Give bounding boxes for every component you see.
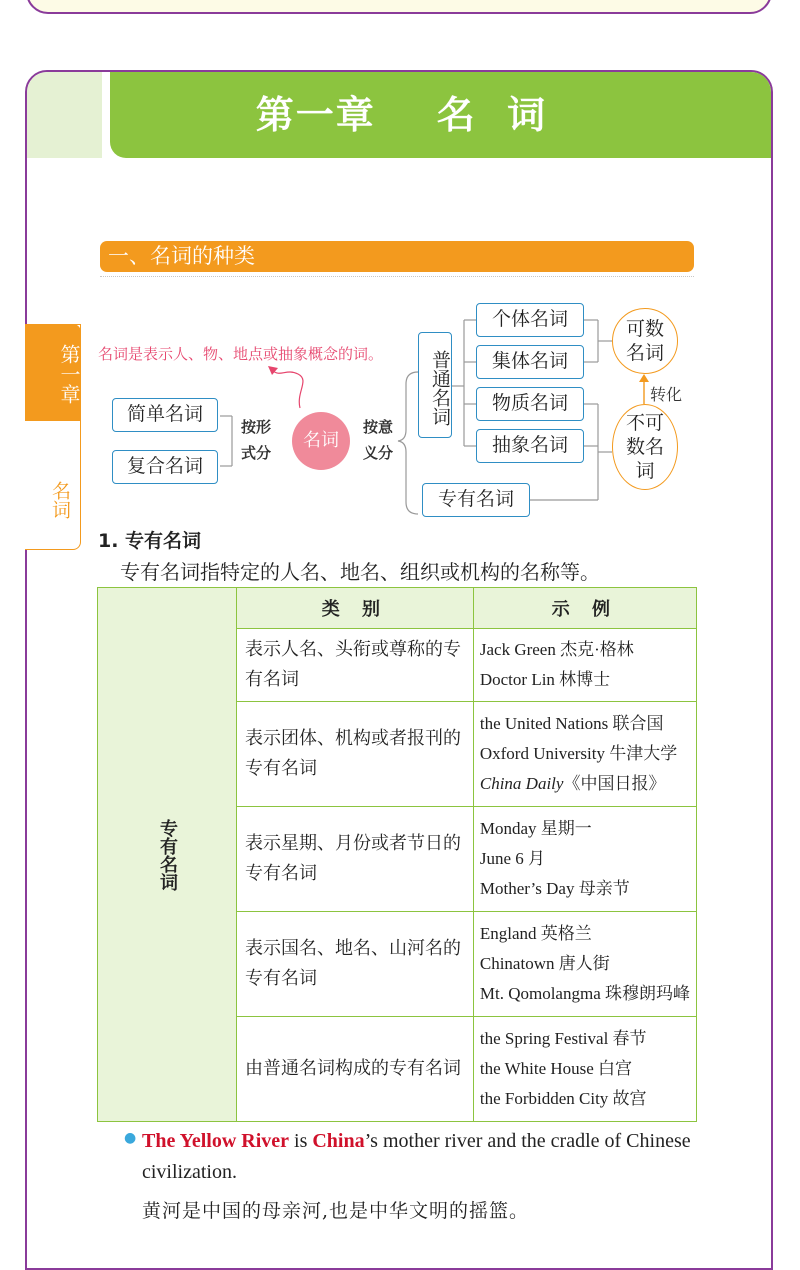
example-cell [473, 912, 696, 1017]
subsection-title: 1. 专有名词 [98, 530, 202, 552]
example-item: Monday 星期一 [479, 819, 592, 838]
example-cell [473, 1017, 696, 1122]
table-header-row [98, 588, 697, 629]
compound-noun-box: 复合名词 [112, 450, 218, 484]
example-item: the Forbidden City 故宫 [479, 1089, 647, 1108]
example-cell [473, 702, 696, 807]
sentence-text: is [289, 1130, 313, 1152]
category-cell: 由普通名词构成的专有名词 [237, 1017, 474, 1122]
countable-noun-oval: 可数名词 [612, 308, 678, 374]
uncountable-noun-oval: 不可数名词 [612, 404, 678, 490]
side-tab-name-label: 名词 [49, 481, 71, 519]
noun-center-circle: 名词 [292, 412, 350, 470]
highlight-yellow-river: The Yellow River [142, 1130, 290, 1152]
example-item [480, 769, 690, 799]
example-italic-title: China Daily [479, 774, 564, 793]
bullet-icon: ● [124, 1130, 137, 1146]
example-cell [473, 629, 696, 702]
example-item: Mother’s Day 母亲节 [479, 879, 630, 898]
example-item: Mt. Qomolangma 珠穆朗玛峰 [479, 984, 690, 1003]
proper-noun-table [97, 587, 697, 1122]
example-item: the White House 白宫 [479, 1059, 633, 1078]
by-form-label: 按形式分 [240, 418, 271, 462]
example-item: England 英格兰 [479, 924, 592, 943]
simple-noun-box: 简单名词 [112, 398, 218, 432]
example-translation: 《中国日报》 [563, 774, 666, 793]
example-item: June 6 月 [479, 849, 546, 868]
category-cell: 表示团体、机构或者报刊的专有名词 [237, 702, 474, 807]
section-heading: 一、名词的种类 [100, 241, 694, 272]
side-tab-chapter-label: 第一章 [57, 344, 81, 404]
individual-noun-box: 个体名词 [476, 303, 584, 337]
example-translation: 黄河是中国的母亲河,也是中华文明的摇篮。 [142, 1200, 530, 1222]
category-cell: 表示人名、头衔或尊称的专有名词 [237, 629, 474, 702]
sentence-text: ’s mother river and the cradle of Chinese civilization. [142, 1130, 691, 1183]
example-item: the Spring Festival 春节 [479, 1029, 647, 1048]
abstract-noun-box: 抽象名词 [476, 429, 584, 463]
noun-definition: 名词是表示人、物、地点或抽象概念的词。 [98, 345, 384, 363]
example-item: Jack Green 杰克·格林 [479, 640, 634, 659]
transform-label: 转化 [650, 385, 683, 404]
subsection-description: 专有名词指特定的人名、地名、组织或机构的名称等。 [120, 560, 600, 584]
highlight-china: China [312, 1130, 365, 1152]
example-item: Oxford University 牛津大学 [479, 744, 678, 763]
example-cell [473, 807, 696, 912]
example-item: the United Nations 联合国 [479, 714, 664, 733]
table-header-example: 示 例 [473, 588, 696, 629]
example-sentence [142, 1126, 712, 1188]
chapter-title: 第一章 名 词 [255, 92, 548, 137]
proper-noun-box: 专有名词 [422, 483, 530, 517]
example-item: Doctor Lin 林博士 [479, 670, 611, 689]
category-cell: 表示星期、月份或者节日的专有名词 [237, 807, 474, 912]
by-meaning-label: 按意义分 [362, 418, 393, 462]
example-item: Chinatown 唐人街 [479, 954, 610, 973]
common-noun-box: 普通名词 [418, 332, 452, 438]
table-side-label: 专有名词 [98, 588, 237, 1122]
collective-noun-box: 集体名词 [476, 345, 584, 379]
material-noun-box: 物质名词 [476, 387, 584, 421]
category-cell: 表示国名、地名、山河名的专有名词 [237, 912, 474, 1017]
table-header-category: 类 别 [237, 588, 474, 629]
